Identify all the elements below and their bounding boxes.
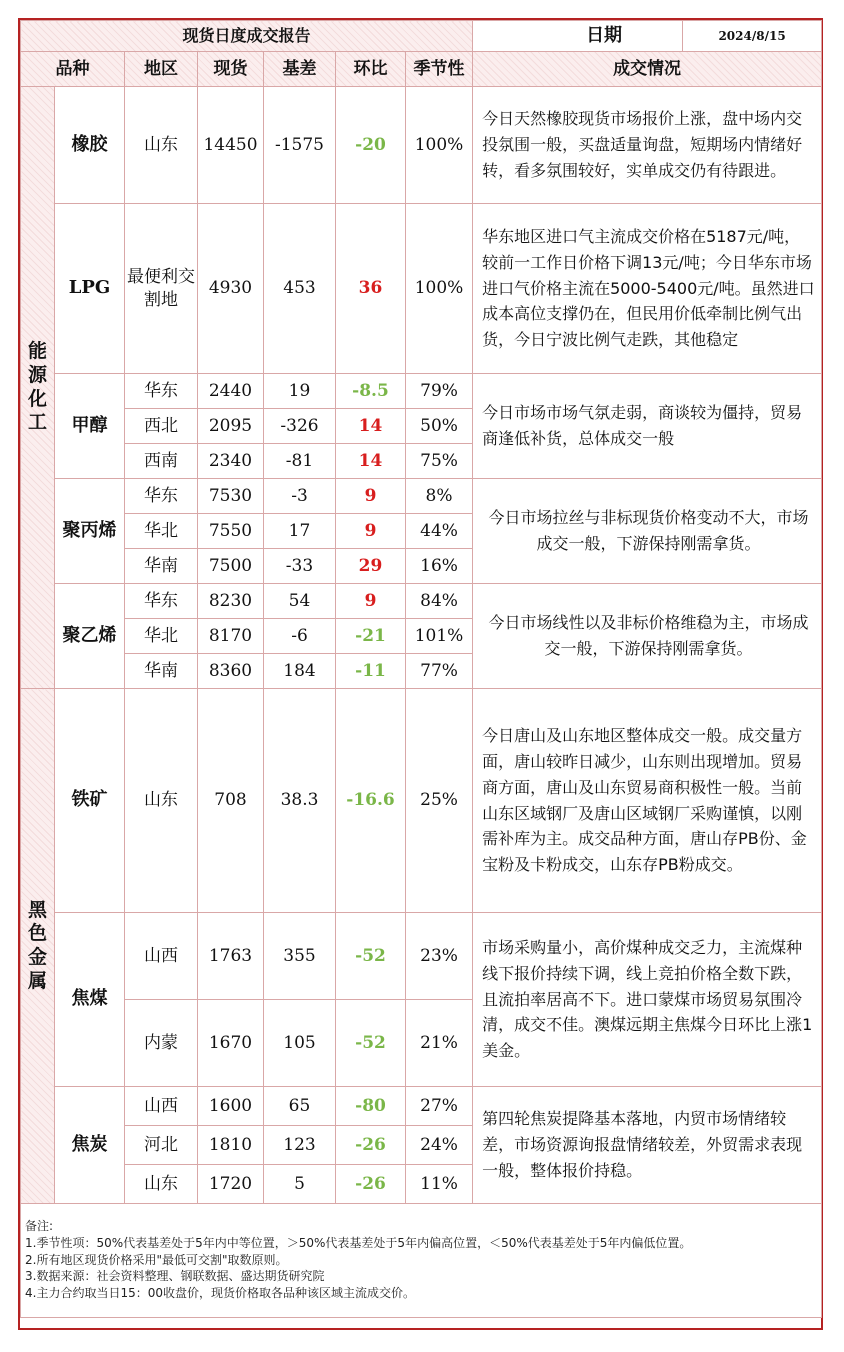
season-cell: 16% [406, 549, 473, 584]
deal-description: 今日市场市场气氛走弱，商谈较为僵持，贸易商逢低补货，总体成交一般 [473, 374, 822, 479]
basis-cell: 184 [264, 654, 336, 689]
region-cell: 河北 [125, 1126, 198, 1165]
season-cell: 27% [406, 1087, 473, 1126]
season-cell: 21% [406, 1000, 473, 1087]
deal-description: 今日唐山及山东地区整体成交一般。成交量方面，唐山较昨日减少，山东则出现增加。贸易商方面，唐山及山东贸易商积极性一般。当前山东区域钢厂及唐山区域钢厂采购谨慎，以刚需补库为主。成交品种方面，唐山存PB份、金宝粉及卡粉成交，山东存PB粉成交。 [473, 689, 822, 913]
deal-description: 华东地区进口气主流成交价格在5187元/吨，较前一工作日价格下调13元/吨；今日华东市场进口气价格主流在5000-5400元/吨。虽然进口成本高位支撑仍在，但民用价低牵制比例气出货，今日宁波比例气走跌，其他稳定 [473, 204, 822, 374]
spot-cell: 708 [198, 689, 264, 913]
season-cell: 8% [406, 479, 473, 514]
sector-label: 能 源 化 工 [27, 340, 47, 434]
product-name: 聚乙烯 [55, 584, 125, 689]
basis-cell: 105 [264, 1000, 336, 1087]
change-cell: -52 [336, 1000, 406, 1087]
region-cell: 山东 [125, 1165, 198, 1204]
spot-cell: 8170 [198, 619, 264, 654]
region-cell: 山东 [125, 689, 198, 913]
title-row [21, 21, 822, 52]
region-cell: 华北 [125, 619, 198, 654]
deal-description: 市场采购量小，高价煤种成交乏力，主流煤种线下报价持续下调，线上竞拍价格全数下跌，且流拍率居高不下。进口蒙煤市场贸易氛围冷清，成交不佳。澳煤远期主焦煤今日环比上涨1美金。 [473, 913, 822, 1087]
season-cell: 23% [406, 913, 473, 1000]
spot-cell: 2095 [198, 409, 264, 444]
basis-cell: -6 [264, 619, 336, 654]
region-cell: 华东 [125, 584, 198, 619]
season-cell: 77% [406, 654, 473, 689]
season-cell: 100% [406, 204, 473, 374]
region-cell: 最便利交割地 [125, 204, 198, 374]
season-cell: 50% [406, 409, 473, 444]
table-row [21, 913, 822, 1000]
basis-cell: 123 [264, 1126, 336, 1165]
sector-energy-chem [21, 87, 55, 689]
product-name: 焦炭 [55, 1087, 125, 1204]
change-cell: -26 [336, 1165, 406, 1204]
spot-cell: 2440 [198, 374, 264, 409]
product-name: 焦煤 [55, 913, 125, 1087]
change-cell: 29 [336, 549, 406, 584]
note-line: 3.数据来源：社会资料整理、钢联数据、盛达期货研究院 [25, 1269, 325, 1284]
table-row [21, 689, 822, 913]
change-cell: -11 [336, 654, 406, 689]
col-region: 地区 [125, 52, 198, 87]
spot-cell: 2340 [198, 444, 264, 479]
season-cell: 11% [406, 1165, 473, 1204]
spot-cell: 1763 [198, 913, 264, 1000]
region-cell: 山西 [125, 913, 198, 1000]
season-cell: 79% [406, 374, 473, 409]
table-row [21, 204, 822, 374]
change-cell: -80 [336, 1087, 406, 1126]
basis-cell: -1575 [264, 87, 336, 204]
spot-cell: 7500 [198, 549, 264, 584]
col-season: 季节性 [406, 52, 473, 87]
change-cell: 36 [336, 204, 406, 374]
product-name: 聚丙烯 [55, 479, 125, 584]
spot-report-table [20, 20, 822, 1318]
product-name: 铁矿 [55, 689, 125, 913]
spot-cell: 8360 [198, 654, 264, 689]
spot-cell: 1720 [198, 1165, 264, 1204]
col-deal: 成交情况 [473, 52, 822, 87]
change-cell: 14 [336, 409, 406, 444]
col-change: 环比 [336, 52, 406, 87]
table-row [21, 584, 822, 619]
region-cell: 山东 [125, 87, 198, 204]
season-cell: 24% [406, 1126, 473, 1165]
basis-cell: 5 [264, 1165, 336, 1204]
change-cell: -52 [336, 913, 406, 1000]
column-header-row [21, 52, 822, 87]
basis-cell: -3 [264, 479, 336, 514]
region-cell: 西北 [125, 409, 198, 444]
deal-description: 今日市场线性以及非标价格维稳为主，市场成交一般，下游保持刚需拿货。 [473, 584, 822, 689]
region-cell: 华南 [125, 549, 198, 584]
table-row [21, 374, 822, 409]
col-basis: 基差 [264, 52, 336, 87]
spot-cell: 14450 [198, 87, 264, 204]
basis-cell: -81 [264, 444, 336, 479]
report-date: 2024/8/15 [683, 21, 822, 52]
report-title: 现货日度成交报告 [21, 21, 473, 52]
change-cell: 14 [336, 444, 406, 479]
season-cell: 84% [406, 584, 473, 619]
spot-cell: 7530 [198, 479, 264, 514]
basis-cell: -33 [264, 549, 336, 584]
spot-cell: 1670 [198, 1000, 264, 1087]
basis-cell: -326 [264, 409, 336, 444]
note-line: 2.所有地区现货价格采用"最低可交割"取数原则。 [25, 1252, 288, 1267]
region-cell: 华北 [125, 514, 198, 549]
change-cell: 9 [336, 479, 406, 514]
spot-cell: 8230 [198, 584, 264, 619]
basis-cell: 453 [264, 204, 336, 374]
season-cell: 25% [406, 689, 473, 913]
deal-description: 今日市场拉丝与非标现货价格变动不大，市场成交一般，下游保持刚需拿货。 [473, 479, 822, 584]
note-line: 1.季节性项：50%代表基差处于5年内中等位置，＞50%代表基差处于5年内偏高位置，＜50%代表基差处于5年内偏低位置。 [25, 1235, 692, 1250]
sector-ferrous-metals [21, 689, 55, 1204]
change-cell: -21 [336, 619, 406, 654]
table-row [21, 1087, 822, 1126]
deal-description: 今日天然橡胶现货市场报价上涨，盘中场内交投氛围一般，买盘适量询盘，短期场内情绪好转，看多氛围较好，实单成交仍有待跟进。 [473, 87, 822, 204]
region-cell: 华南 [125, 654, 198, 689]
basis-cell: 17 [264, 514, 336, 549]
basis-cell: 65 [264, 1087, 336, 1126]
spot-cell: 7550 [198, 514, 264, 549]
col-product: 品种 [21, 52, 125, 87]
spot-cell: 4930 [198, 204, 264, 374]
season-cell: 44% [406, 514, 473, 549]
notes-block [21, 1204, 822, 1318]
change-cell: -8.5 [336, 374, 406, 409]
change-cell: 9 [336, 514, 406, 549]
basis-cell: 54 [264, 584, 336, 619]
product-name: 甲醇 [55, 374, 125, 479]
product-name: 橡胶 [55, 87, 125, 204]
region-cell: 西南 [125, 444, 198, 479]
col-spot: 现货 [198, 52, 264, 87]
spot-cell: 1600 [198, 1087, 264, 1126]
basis-cell: 38.3 [264, 689, 336, 913]
region-cell: 山西 [125, 1087, 198, 1126]
note-line: 4.主力合约取当日15：00收盘价，现货价格取各品种该区域主流成交价。 [25, 1286, 415, 1301]
region-cell: 华东 [125, 479, 198, 514]
basis-cell: 19 [264, 374, 336, 409]
change-cell: -26 [336, 1126, 406, 1165]
change-cell: -20 [336, 87, 406, 204]
basis-cell: 355 [264, 913, 336, 1000]
table-row [21, 479, 822, 514]
change-cell: -16.6 [336, 689, 406, 913]
table-row [21, 87, 822, 204]
season-cell: 100% [406, 87, 473, 204]
season-cell: 101% [406, 619, 473, 654]
region-cell: 华东 [125, 374, 198, 409]
sector-label: 黑 色 金 属 [27, 898, 47, 992]
change-cell: 9 [336, 584, 406, 619]
product-name: LPG [55, 204, 125, 374]
notes-heading: 备注: [25, 1219, 54, 1233]
season-cell: 75% [406, 444, 473, 479]
spot-cell: 1810 [198, 1126, 264, 1165]
date-label: 日期 [473, 21, 683, 52]
notes-row [21, 1204, 822, 1318]
deal-description: 第四轮焦炭提降基本落地，内贸市场情绪较差，市场资源询报盘情绪较差，外贸需求表现一般，整体报价持稳。 [473, 1087, 822, 1204]
region-cell: 内蒙 [125, 1000, 198, 1087]
